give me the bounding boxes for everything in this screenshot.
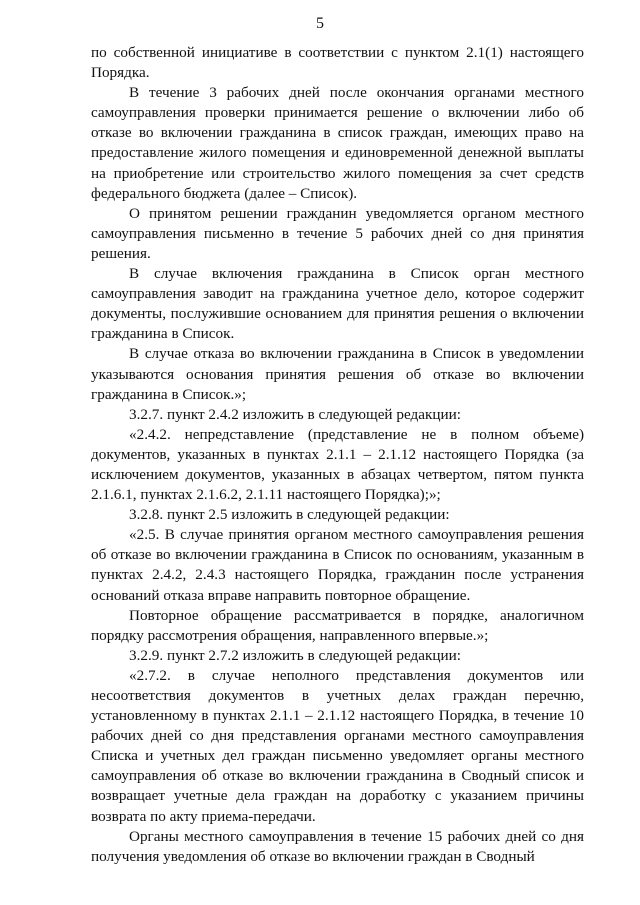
paragraph-continuation: по собственной инициативе в соответствии с пунктом 2.1(1) настоящего Порядка. (91, 44, 584, 82)
paragraph-decision-deadline: В течение 3 рабочих дней после окончания органами местного самоуправления проверки принимается решение о включении либо об отказе во включении гражданина в список граждан, имеющих право на предоставление жилого помещения и единовременной денежной выплаты на приобретение или строительство жилого помещения за счет средств федерального бюджета (далее – Список). (91, 84, 584, 202)
paragraph-item-2-5: «2.5. В случае принятия органом местного самоуправления решения об отказе во включении гражданина в Список по основаниям, указанным в пунктах 2.4.2, 2.4.3 настоящего Порядка, гражданин после устранения оснований отказа вправе направить повторное обращение. (91, 526, 584, 604)
page-number: 5 (316, 15, 324, 32)
paragraph-clause-3-2-7: 3.2.7. пункт 2.4.2 изложить в следующей редакции: (129, 405, 461, 423)
paragraph-refusal-case: В случае отказа во включении гражданина в Список в уведомлении указываются основания принятия решения об отказе во включении гражданина в Список.»; (91, 345, 584, 403)
paragraph-item-2-4-2: «2.4.2. непредставление (представление не в полном объеме) документов, указанных в пунктах 2.1.1 – 2.1.12 настоящего Порядка (за исключением документов, указанных в абзацах четвертом, пятом пункта 2.1.6.1, пунктах 2.1.6.2, 2.1.11 настоящего Порядка);»; (91, 425, 584, 504)
paragraph-clause-3-2-8: 3.2.8. пункт 2.5 изложить в следующей редакции: (129, 506, 450, 524)
document-body (91, 43, 584, 867)
paragraph-clause-3-2-9: 3.2.9. пункт 2.7.2 изложить в следующей редакции: (129, 646, 461, 664)
paragraph-inclusion-case: В случае включения гражданина в Список орган местного самоуправления заводит на гражданина учетное дело, которое содержит документы, послужившие основанием для принятия решения о включении гражданина в Список. (91, 265, 584, 343)
paragraph-notification: О принятом решении гражданин уведомляется органом местного самоуправления письменно в течение 5 рабочих дней со дня принятия решения. (91, 204, 584, 262)
paragraph-local-authorities: Органы местного самоуправления в течение 15 рабочих дней со дня получения уведомления об отказе во включении граждан в Сводный (91, 827, 584, 865)
paragraph-item-2-7-2: «2.7.2. в случае неполного представления документов или несоответствия документов в учетных делах граждан перечню, установленному в пунктах 2.1.1 – 2.1.12 настоящего Порядка, в течение 10 рабочих дней со дня представления органами местного самоуправления Списка и учетных дел граждан письменно уведомляет органы местного самоуправления об отказе во включении гражданина в Сводный список и возвращает учетные дела граждан на доработку с указанием причины возврата по акту приема-передачи. (91, 666, 584, 825)
paragraph-repeat-appeal: Повторное обращение рассматривается в порядке, аналогичном порядку рассмотрения обращения, направленного впервые.»; (91, 606, 584, 644)
